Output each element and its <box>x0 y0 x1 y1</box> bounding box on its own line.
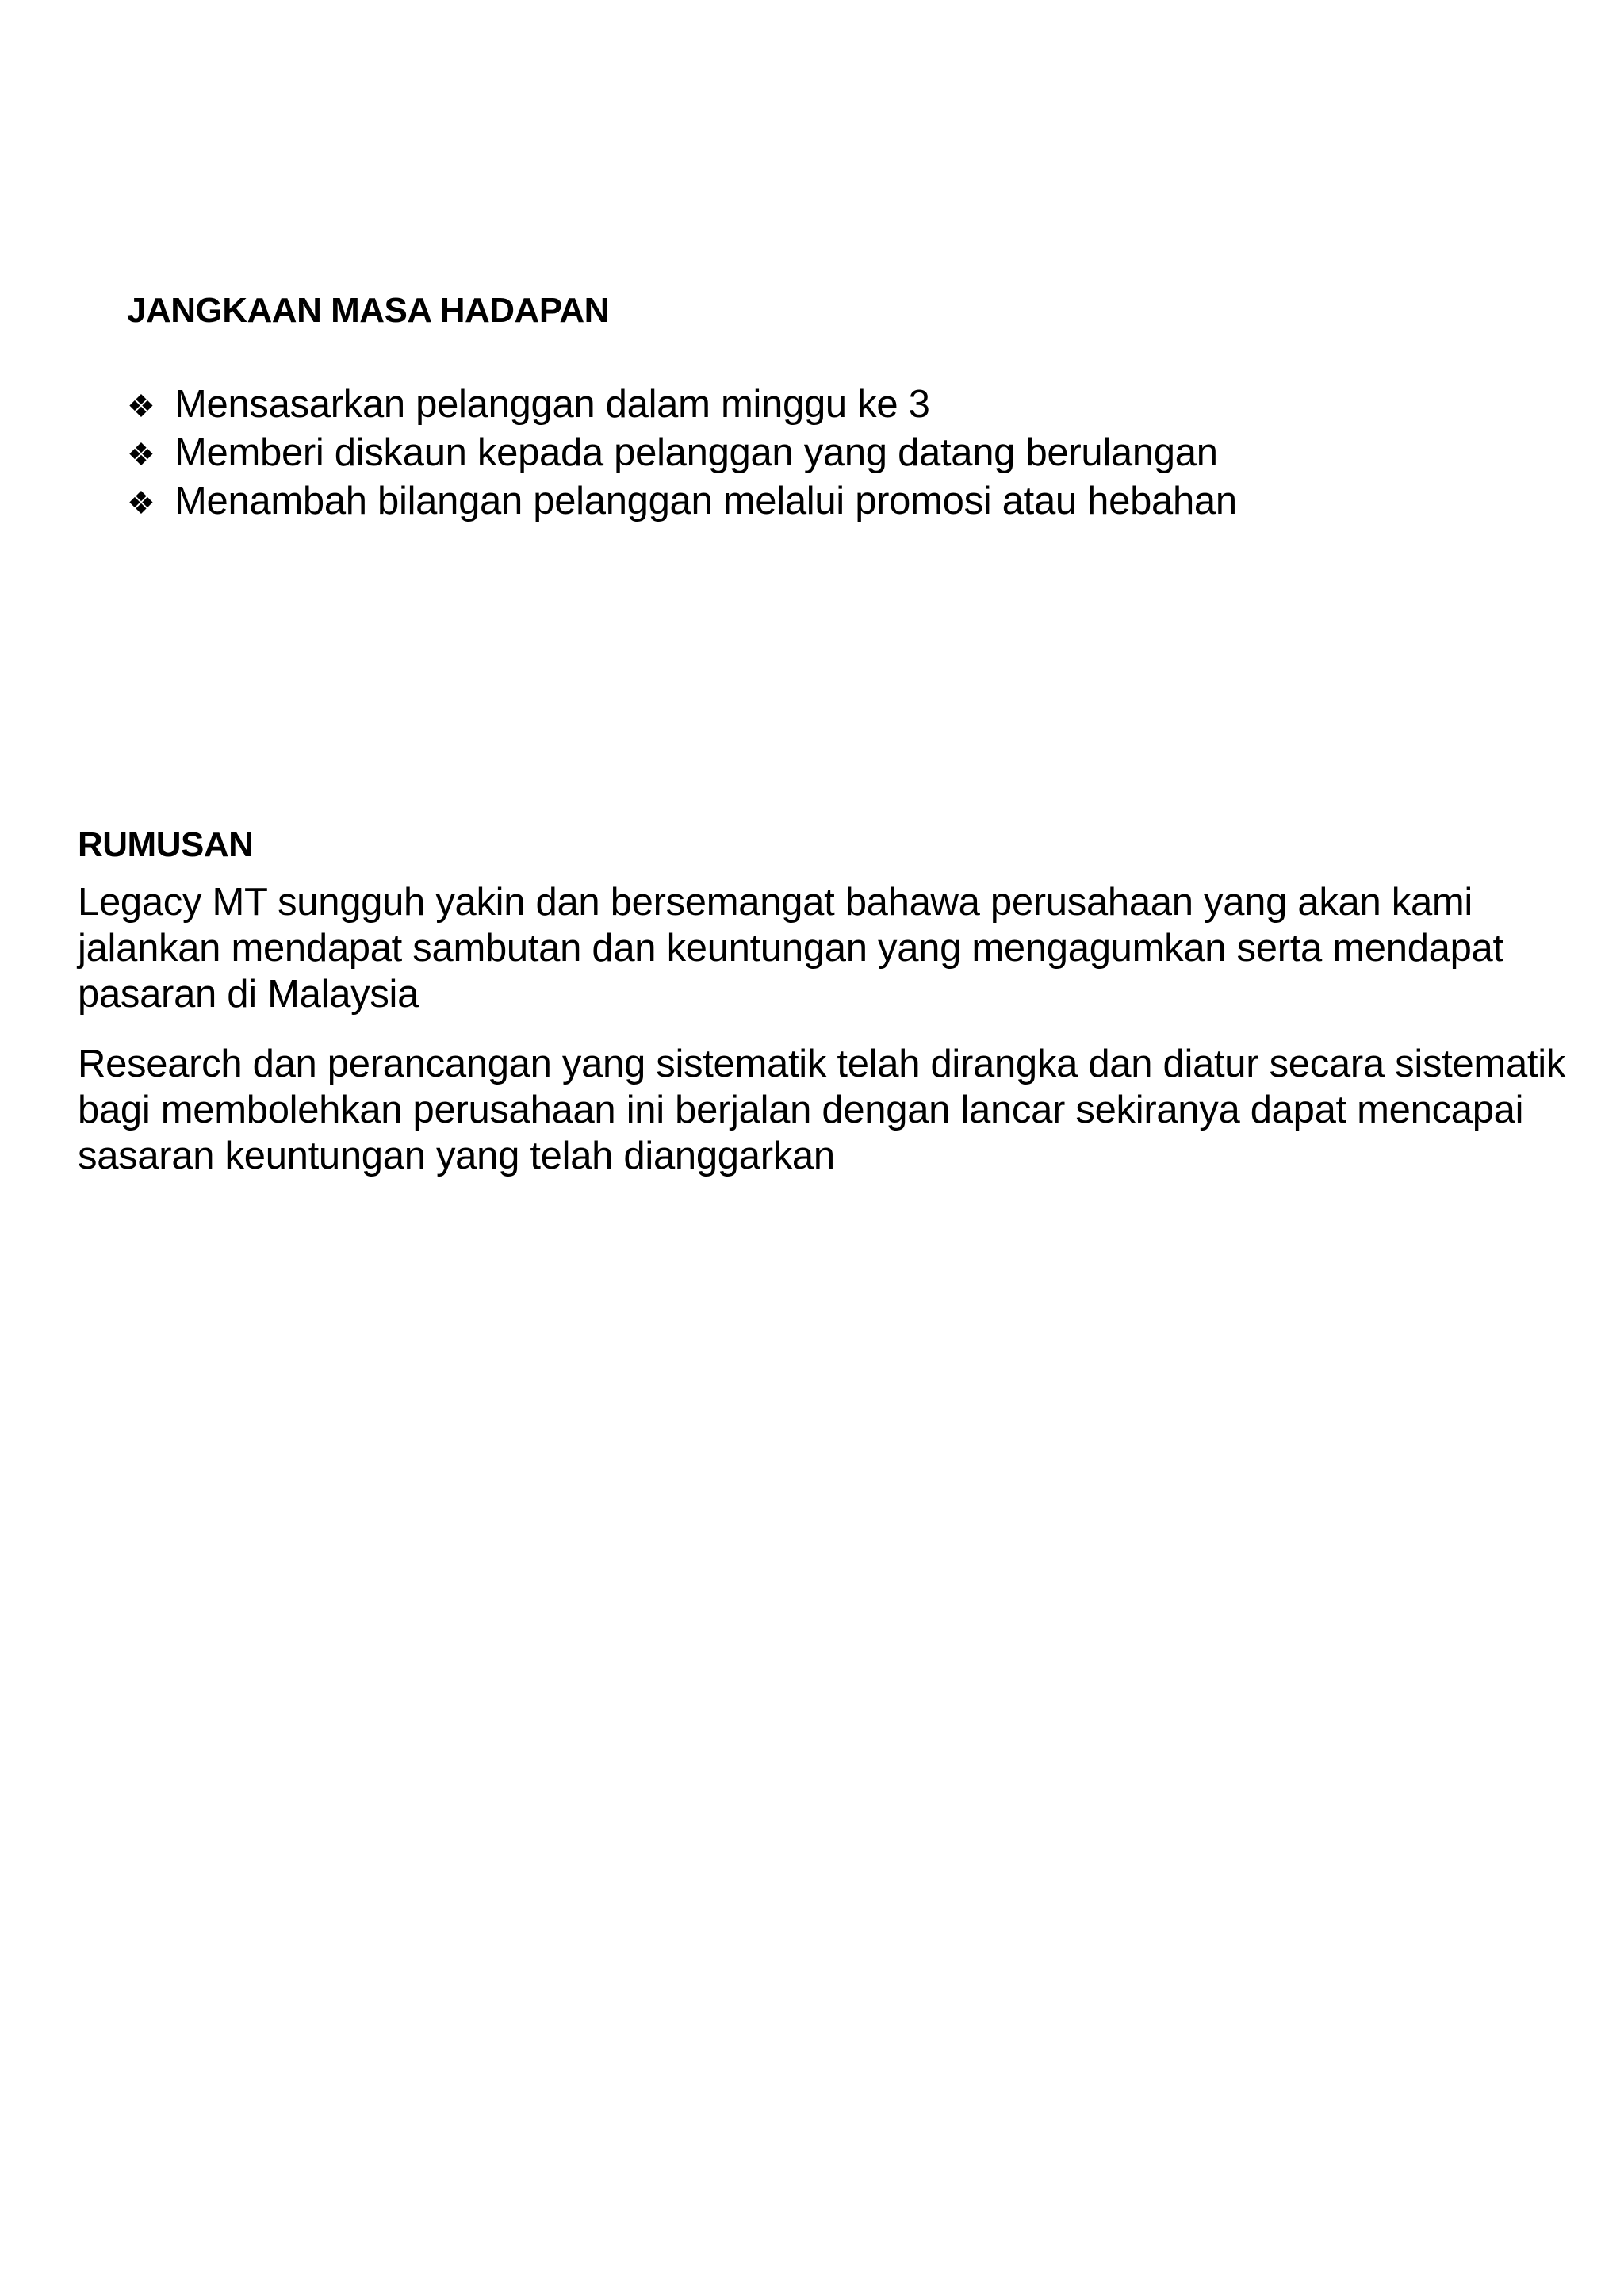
future-outlook-section <box>127 290 1554 526</box>
four-diamond-bullet-icon: ❖ <box>127 485 155 521</box>
list-item <box>127 478 1554 526</box>
list-item <box>127 430 1554 478</box>
summary-paragraph: Research dan perancangan yang sistematik telah dirangka dan diatur secara sistematik bagi membolehkan perusahaan ini berjalan dengan lancar sekiranya dapat mencapai sasaran keuntungan yang telah dianggarkan <box>78 1042 1565 1177</box>
summary-paragraph: Legacy MT sungguh yakin dan bersemangat bahawa perusahaan yang akan kami jalankan mendapat sambutan dan keuntungan yang mengagumkan serta mendapat pasaran di Malaysia <box>78 880 1503 1016</box>
future-outlook-list <box>127 381 1554 526</box>
four-diamond-bullet-icon: ❖ <box>127 437 155 473</box>
future-outlook-heading: JANGKAAN MASA HADAPAN <box>127 291 609 330</box>
list-item <box>127 381 1554 430</box>
summary-heading: RUMUSAN <box>78 825 254 864</box>
four-diamond-bullet-icon: ❖ <box>127 388 155 424</box>
summary-section <box>78 825 1608 1179</box>
list-item-text: Mensasarkan pelanggan dalam minggu ke 3 <box>174 382 930 426</box>
list-item-text: Menambah bilangan pelanggan melalui promosi atau hebahan <box>174 479 1237 522</box>
list-item-text: Memberi diskaun kepada pelanggan yang datang berulangan <box>174 430 1218 474</box>
